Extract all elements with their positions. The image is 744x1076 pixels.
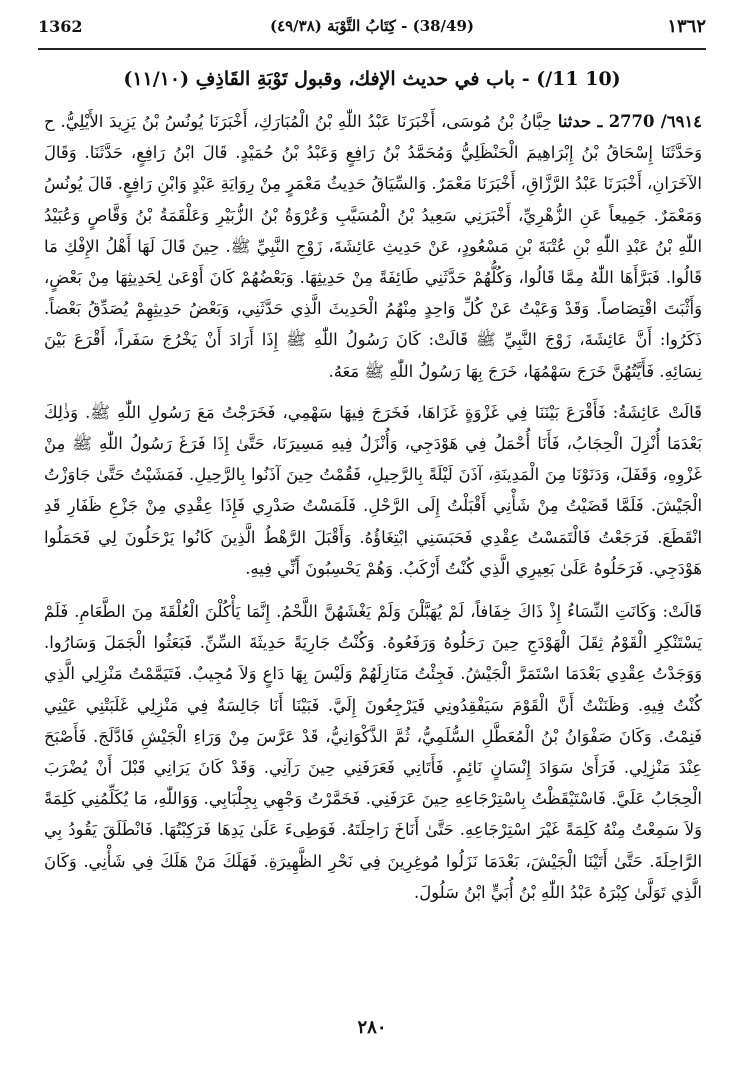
paragraph-2: قَالَتْ عَائِشَةُ: فَأَقْرَعَ بَيْنَنَا فِي غَزْوَةٍ غَزَاهَا، فَخَرَجَ فِيهَا سَهْمِي، فَخَرَجْتُ مَعَ رَسُولِ اللّٰهِ ﷺ. وَذٰلِكَ بَعْدَمَا أُنْزِلَ الْحِجَابُ، فَأَنَا أُحْمَلُ فِي هَوْدَجِي، وَأُنْزَلُ فِيهِ مَسِيرَنَا، حَتَّىٰ إِذَا فَرَغَ رَسُولُ اللّٰهِ ﷺ مِنْ غَزْوِهِ، وَقَفَلَ، وَدَنَوْنَا مِنَ الْمَدِينَةِ، آذَنَ لَيْلَةً بِالرَّحِيلِ، فَقُمْتُ حِينَ آذَنُوا بِالرَّحِيلِ. فَمَشَيْتُ حَتَّىٰ جَاوَزْتُ الْجَيْشَ. فَلَمَّا قَضَيْتُ مِنْ شَأْنِي أَقْبَلْتُ إِلَى الرَّحْلِ. فَلَمَسْتُ صَدْرِي فَإِذَا عِقْدِي مِنْ جَزْعِ ظَفَارِ قَدِ انْقَطَعَ. فَرَجَعْتُ فَالْتَمَسْتُ عِقْدِي فَحَبَسَنِي ابْتِغَاؤُهُ. وَأَقْبَلَ الرَّهْطُ الَّذِينَ كَانُوا يَرْحَلُونَ لِي فَحَمَلُوا هَوْدَجِي. فَرَحَلُوهُ عَلَىٰ بَعِيرِي الَّذِي كُنْتُ أَرْكَبُ. وَهُمْ يَحْسِبُونَ أَنِّي فِيهِ. [44, 402, 702, 578]
page-number-latin: 1362 [38, 16, 83, 36]
paragraph-text: حِبَّانُ بْنُ مُوسَى، أَخْبَرَنَا عَبْدُ اللّٰهِ بْنُ الْمُبَارَكِ، أَخْبَرَنَا يُونُسُ بْنُ يَزِيدَ الأَيْلِيُّ. ح وَحَدَّثَنَا إِسْحَاقُ بْنُ إِبْرَاهِيمَ الْحَنْظَلِيُّ وَمُحَمَّدُ بْنُ رَافِعٍ وَعَبْدُ بْنُ حُمَيْدٍ. قَالَ ابْنُ رَافِعٍ، حَدَّثَنَا. وَقَالَ الآخَرَانِ، أَخْبَرَنَا عَبْدُ الرَّزَّاقِ، أَخْبَرَنَا مَعْمَرٌ. وَالسِّيَاقُ حَدِيثُ مَعْمَرٍ مِنْ رِوَايَةِ عَبْدٍ وَابْنِ رَافِعٍ. قَالَ يُونُسُ وَمَعْمَرٌ. جَمِيعاً عَنِ الزُّهْرِيِّ، أَخْبَرَنِي سَعِيدُ بْنُ الْمُسَيَّبِ وَعُرْوَةُ بْنُ الزُّبَيْرِ وَعَلْقَمَةُ بْنُ وَقَّاصٍ وَعُبَيْدُ اللّٰهِ بْنُ عَبْدِ اللّٰهِ بْنِ عُتْبَةَ بْنِ مَسْعُودٍ، عَنْ حَدِيثِ عَائِشَةَ، زَوْجِ النَّبِيِّ ﷺ. حِينَ قَالَ لَهَا أَهْلُ الإِفْكِ مَا قَالُوا. فَبَرَّأَهَا اللّٰهُ مِمَّا قَالُوا، وَكُلُّهُمْ حَدَّثَنِي طَائِفَةً مِنْ حَدِيثِهَا. وَبَعْضُهُمْ كَانَ أَوْعَىٰ لِحَدِيثِهَا مِنْ بَعْضٍ، وَأَثْبَتَ اقْتِصَاصاً. وَقَدْ وَعَيْتُ عَنْ كُلِّ وَاحِدٍ مِنْهُمُ الْحَدِيثَ الَّذِي حَدَّثَنِي، وَبَعْضُ حَدِيثِهِمْ يُصَدِّقُ بَعْضاً. ذَكَرُوا: أَنَّ عَائِشَةَ، زَوْجَ النَّبِيِّ ﷺ قَالَتْ: كَانَ رَسُولُ اللّٰهِ ﷺ إِذَا أَرَادَ أَنْ يَخْرُجَ سَفَراً، أَقْرَعَ بَيْنَ نِسَائِهِ. فَأَيَّتُهُنَّ خَرَجَ سَهْمُهَا، خَرَجَ بِهَا رَسُولُ اللّٰهِ ﷺ مَعَهُ. [44, 112, 702, 381]
header-divider [38, 48, 706, 50]
hadith-number: ٦٩١٤/ 2770 ـ حدثنا [557, 112, 702, 131]
page-header [38, 12, 706, 40]
hadith-text [44, 106, 702, 918]
paragraph-3: قَالَتْ: وَكَانَتِ النِّسَاءُ إِذْ ذَاكَ خِفَافاً، لَمْ يُهَبَّلْنَ وَلَمْ يَغْشَهُنَّ اللَّحْمُ. إِنَّمَا يَأْكُلْنَ الْعُلْقَةَ مِنَ الطَّعَامِ. فَلَمْ يَسْتَنْكِرِ الْقَوْمُ ثِقَلَ الْهَوْدَجِ حِينَ رَحَلُوهُ وَرَفَعُوهُ. وَكُنْتُ جَارِيَةً حَدِيثَةَ السِّنِّ. فَبَعَثُوا الْجَمَلَ وَسَارُوا. وَوَجَدْتُ عِقْدِي بَعْدَمَا اسْتَمَرَّ الْجَيْشُ. فَجِئْتُ مَنَازِلَهُمْ وَلَيْسَ بِهَا دَاعٍ وَلاَ مُجِيبٌ. فَتَيَمَّمْتُ مَنْزِلِي الَّذِي كُنْتُ فِيهِ. وَظَنَنْتُ أَنَّ الْقَوْمَ سَيَفْقِدُونِي فَيَرْجِعُونَ إِلَيَّ. فَبَيْنَا أَنَا جَالِسَةٌ فِي مَنْزِلِي غَلَبَتْنِي عَيْنِي فَنِمْتُ. وَكَانَ صَفْوَانُ بْنُ الْمُعَطَّلِ السُّلَمِيُّ، ثُمَّ الذَّكْوَانِيُّ، قَدْ عَرَّسَ مِنْ وَرَاءِ الْجَيْشِ فَادَّلَجَ. فَأَصْبَحَ عِنْدَ مَنْزِلِي. فَرَأَىٰ سَوَادَ إِنْسَانٍ نَائِمٍ. فَأَتَانِي فَعَرَفَنِي حِينَ رَآنِي. وَقَدْ كَانَ يَرَانِي قَبْلَ أَنْ يُضْرَبَ الْحِجَابُ عَلَيَّ. فَاسْتَيْقَظْتُ بِاسْتِرْجَاعِهِ حِينَ عَرَفَنِي. فَخَمَّرْتُ وَجْهِي بِجِلْبَابِي. وَوَاللّٰهِ، مَا يُكَلِّمُنِي كَلِمَةً وَلاَ سَمِعْتُ مِنْهُ كَلِمَةً غَيْرَ اسْتِرْجَاعِهِ. حَتَّىٰ أَنَاخَ رَاحِلَتَهُ. فَوَطِىءَ عَلَىٰ يَدِهَا فَرَكِبْتُهَا. فَانْطَلَقَ يَقُودُ بِي الرَّاحِلَةَ. حَتَّىٰ أَتَيْنَا الْجَيْشَ، بَعْدَمَا نَزَلُوا مُوغِرِينَ فِي نَحْرِ الظَّهِيرَةِ. فَهَلَكَ مَنْ هَلَكَ فِي شَأْنِي. وَكَانَ الَّذِي تَوَلَّىٰ كِبْرَهُ عَبْدُ اللّٰهِ بْنُ أُبَيٍّ ابْنُ سَلُولَ. [44, 602, 702, 902]
footer-page-number: ٢٨٠ [357, 1017, 387, 1038]
chapter-heading: (10 11/) - باب في حديث الإفك، وقبول تَوْبَةِ القَاذِفِ (١١/١٠) [123, 68, 621, 90]
running-title: (38/49) - كِتَابُ التَّوْبَة (٤٩/٣٨) [269, 17, 475, 35]
page-number-arabic: ١٣٦٢ [667, 15, 706, 37]
paragraph-1 [44, 106, 702, 387]
